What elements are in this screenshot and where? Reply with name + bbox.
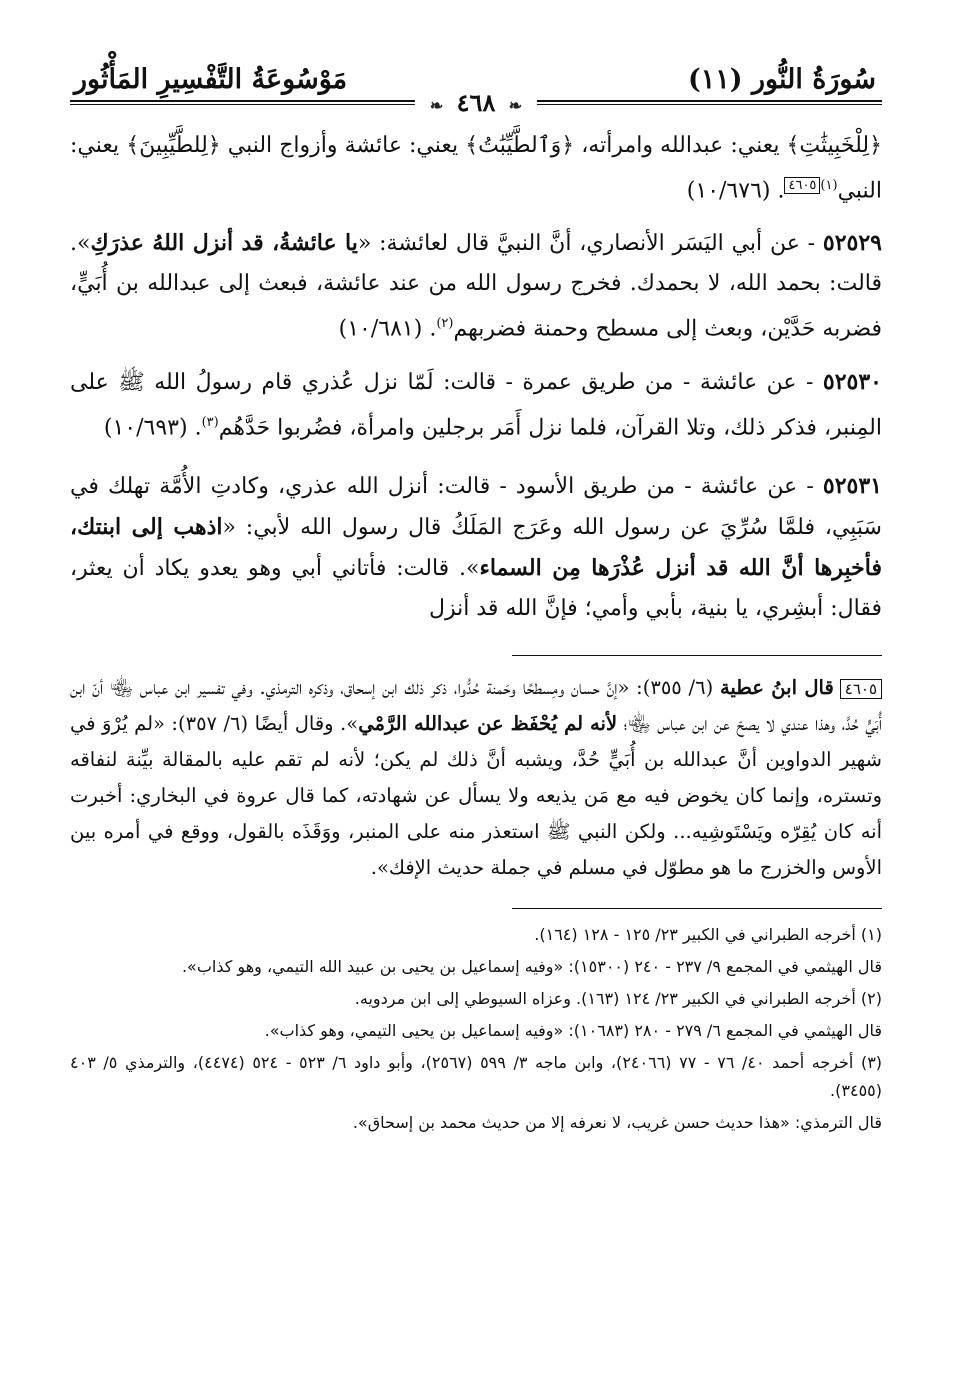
footnote-line: (٣) أخرجه أحمد ٤٠/ ٧٦ - ٧٧ (٢٤٠٦٦)، وابن ماجه ٣/ ٥٩٩ (٢٥٦٧)، وأبو داود ٦/ ٥٢٣ - ٥٢٤ (٤٤٧٤)، والترمذي ٥/ ٤٠٣ (٣٤٥٥). [70,1052,883,1100]
footnote-line: قال الهيثمي في المجمع ٩/ ٢٣٧ - ٢٤٠ (١٥٣٠٠): «وفيه إسماعيل بن يحيى بن عبيد الله التيمي، وهو كذاب». [181,956,882,976]
sentence-end: . [194,414,202,440]
sentence-end: . [777,178,785,204]
commentary-text-cont: ». وقال أيضًا (٦/ ٣٥٧): «لم يُرْوَ في شهير الدواوين أنَّ عبدالله بن أُبَيٍّ حُدَّ، ويشبه أنَّ ذلك لم يكن؛ لأنه لم تقم عليه بالمقالة بيِّنة لنفاقه وتستره، وإنما كان يخوض فيه مع مَن يذيعه ولا يسأل عن شهادته، كما قال عروة في البخاري: أخبرت أنه كان يُقِرّه ويَسْتَوشِيه... ولكن النبي ﷺ استعذر منه على المنبر، ووَقَذَه بالقول، ووقع في أمره بين الأوس والخزرج ما هو مطوّل في مسلم في جملة حديث الإفك». [70,711,882,879]
volume-ref: (١٠/٦٧٦) [686,178,771,204]
footnote-separator [512,908,882,909]
hadith-intro: - عن أبي اليَسَر الأنصاري، أنَّ النبيَّ قال لعائشة: « [357,231,823,257]
hadith-number: ٥٢٥٣٠ [822,368,882,395]
hadith-52529 [70,223,882,349]
footnotes [70,921,882,1137]
commentary-lead: قال ابنُ عطية [719,675,834,699]
page-number-block [415,88,537,117]
book-page [70,58,882,1141]
commentary-ref-box: ٤٦٠٥ [784,177,820,194]
hadith-52530 [70,362,882,448]
ornament-icon: ❧ [508,96,523,115]
volume-ref: (١٠/٦٩٣) [103,414,188,440]
page-number: ٤٦٨ [456,88,496,117]
commentary-bold: لأنه لم يُحْفَظ عن عبدالله الرَّمْي [358,711,618,735]
hadith-quote: اذهب إلى ابنتك، فأخبِرها أنَّ الله قد أنزل عُذْرَها مِن السماء [70,513,882,581]
commentary-number-box: ٤٦٠٥ [840,679,882,699]
footnote-line: (١) أخرجه الطبراني في الكبير ٢٣/ ١٢٥ - ١٢٨ (١٦٤). [534,924,882,944]
hadith-number: ٥٢٥٣١ [822,472,882,499]
footnote-marker: (٢) [436,316,454,332]
footnote-line: قال الهيثمي في المجمع ٦/ ٢٧٩ - ٢٨٠ (١٠٦٨٣): «وفيه إسماعيل بن يحيى التيمي، وهو كذاب». [264,1020,882,1040]
ornament-icon: ❧ [429,96,444,115]
hadith-52531 [70,466,882,629]
commentary-text: (٦/ ٣٥٥): «إنَّ حسان ومِسطحًا وحَمنة حُدُّوا، ذكر ذلك ابن إسحاق، وذكره الترمذي. وفي تفسير ابن عباس ﵄ أنّ ابن أُبَيٍّ حُدَّ، وهذا عندي لا يصحّ عن ابن عباس ﵄؛ [70,675,882,735]
hadith-rest: ». قالت: بحمد الله، لا بحمدك. فخرج رسول الله من عند عائشة، فبعث إلى عبدالله بن أُبَيٍّ، فضربه حَدَّيْن، وبعث إلى مسطح وحمنة فضربهم [70,231,882,342]
footnote-line: قال الترمذي: «هذا حديث حسن غريب، لا نعرفه إلا من حديث محمد بن إسحاق». [352,1112,882,1132]
volume-ref: (١٠/٦٨١) [338,316,423,342]
footnote-line: (٢) أخرجه الطبراني في الكبير ٢٣/ ١٢٤ (١٦٣). وعزاه السيوطي إلى ابن مردويه. [354,988,882,1008]
surah-title: سُورَةُ النُّور (١١) [688,64,876,95]
footnote-marker: (٣) [201,414,219,430]
hadith-text: - عن عائشة - من طريق عمرة - قالت: لَمّا نزل عُذري قام رسولُ الله ﷺ على المِنبر، فذكر ذلك، وتلا القرآن، فلما نزل أَمَر برجلين وامرأة، فضُربوا حَدَّهُم [70,369,882,440]
verse-text: ﴿لِلْخَبِيثَٰتِ﴾ يعني: عبدالله وامرأته، ﴿وَٱلطَّيِّبَٰتُ﴾ يعني: عائشة وأزواج النبي ﴿لِلطَّيِّبِينَ﴾ يعني: النبي [70,133,882,204]
paragraph-verse-explanation [70,126,882,211]
commentary-separator [512,655,882,656]
book-title: مَوْسُوعَةُ التَّفْسِيرِ المَأْثُور [74,64,348,95]
sentence-end: . [429,316,437,342]
hadith-rest: ». قالت: فأتاني أبي وهو يعدو يكاد أن يعثر، فقال: أبشِري، يا بنية، بأبي وأمي؛ فإنَّ الله قد أنزل [70,555,882,621]
page-header [70,58,882,120]
hadith-number: ٥٢٥٢٩ [822,230,882,257]
hadith-quote: يا عائشةُ، قد أنزل اللهُ عذرَكِ [90,230,358,257]
hadith-intro: - عن عائشة - من طريق الأسود - قالت: أنزل الله عذري، وكادتِ الأُمَّة تهلك في سَبَبِي، فلمَّا سُرِّيَ عن رسول الله وعَرَج المَلَكُ قال رسول الله لأبي: « [70,473,882,540]
commentary-block [70,670,882,886]
footnote-marker: (١) [820,178,838,193]
